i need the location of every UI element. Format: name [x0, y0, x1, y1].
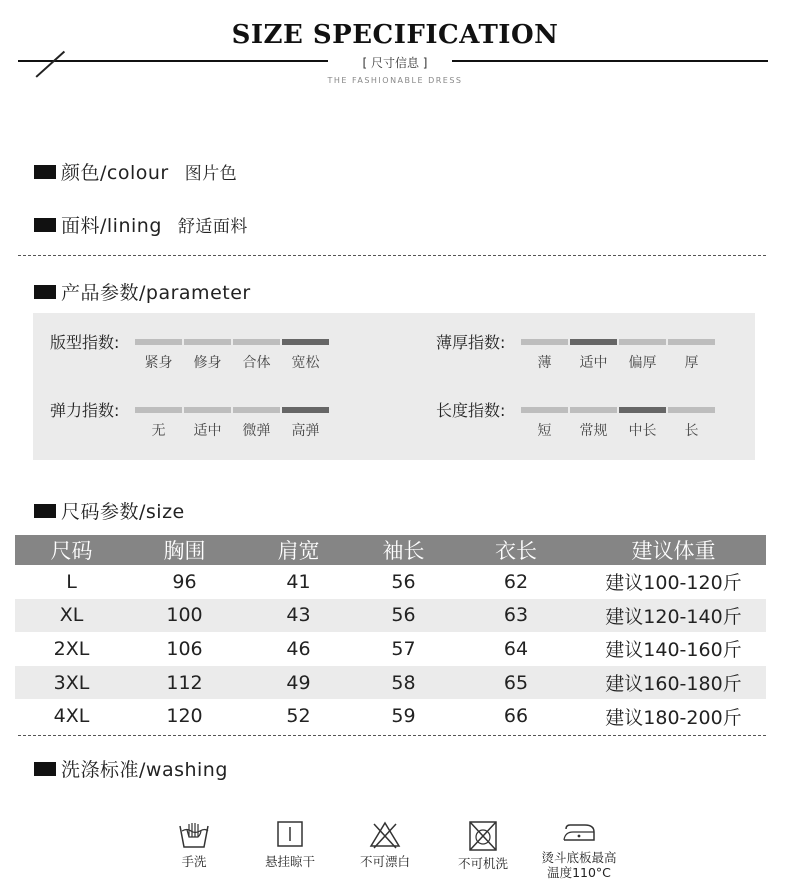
param-option: 薄 — [537, 355, 552, 371]
wash-label: 不可机洗 — [457, 856, 508, 871]
scale-segment — [282, 339, 329, 345]
table-cell: 56 — [356, 599, 451, 633]
colour-row — [34, 158, 237, 185]
param-scale — [521, 407, 715, 413]
wash-label: 不可漂白 — [359, 854, 410, 869]
section-marker-icon — [34, 218, 56, 232]
lining-label: 面料/lining — [61, 215, 162, 237]
param-option: 偏厚 — [628, 355, 657, 371]
column-header: 袖长 — [356, 535, 451, 565]
header-tagline: THE FASHIONABLE DRESS — [327, 76, 463, 85]
wash-item-iron — [537, 820, 621, 880]
table-row — [15, 699, 766, 733]
column-header: 建议体重 — [581, 535, 766, 565]
table-cell: 46 — [286, 637, 311, 660]
divider — [18, 255, 766, 256]
washing-label: 洗涤标准/washing — [61, 759, 228, 781]
scale-segment — [521, 339, 568, 345]
param-name: 版型指数: — [50, 333, 120, 352]
param-option: 长 — [684, 423, 699, 439]
scale-segment — [619, 407, 666, 413]
column-header: 衣长 — [451, 535, 581, 565]
table-row — [15, 632, 766, 666]
wash-label-line2: 温度110°C — [547, 865, 611, 880]
washing-heading — [34, 755, 228, 782]
table-cell: 建议120-140斤 — [581, 599, 766, 633]
colour-label: 颜色/colour — [61, 162, 169, 184]
table-cell: 56 — [391, 570, 416, 593]
param-scale — [135, 407, 329, 413]
wash-item-hand-wash — [154, 820, 234, 869]
size-heading — [34, 497, 185, 524]
param-option: 常规 — [579, 423, 608, 439]
param-option: 无 — [151, 423, 166, 439]
page-title: SIZE SPECIFICATION — [231, 20, 559, 50]
scale-segment — [184, 339, 231, 345]
scale-segment — [233, 407, 280, 413]
scale-segment — [570, 339, 617, 345]
table-cell: 41 — [286, 570, 311, 593]
param-option: 高弹 — [291, 423, 320, 439]
table-cell: 63 — [451, 599, 581, 633]
table-header-row — [15, 535, 766, 565]
hang-dry-icon — [273, 820, 307, 850]
table-cell: 112 — [128, 666, 241, 700]
table-cell: 66 — [503, 705, 529, 728]
table-cell: 建议100-120斤 — [605, 572, 742, 595]
param-option: 紧身 — [144, 355, 173, 371]
table-cell: 65 — [451, 666, 581, 700]
table-cell: 43 — [241, 599, 356, 633]
wash-label: 手洗 — [181, 854, 207, 869]
table-row — [15, 666, 766, 700]
param-option: 合体 — [242, 355, 271, 371]
table-cell: 4XL — [53, 705, 90, 728]
wash-item-no-bleach — [345, 820, 425, 869]
table-cell: 建议140-160斤 — [605, 639, 742, 662]
scale-segment — [233, 339, 280, 345]
lining-row — [34, 211, 248, 238]
wash-label-line1: 烫斗底板最高 — [541, 850, 617, 865]
colour-value: 图片色 — [184, 164, 238, 184]
param-option: 适中 — [579, 355, 608, 371]
wash-item-hang-dry — [250, 820, 330, 869]
table-row — [15, 599, 766, 633]
wash-label: 悬挂晾干 — [264, 854, 315, 869]
table-cell: 58 — [356, 666, 451, 700]
section-marker-icon — [34, 762, 56, 776]
table-cell: 59 — [391, 705, 416, 728]
scale-segment — [668, 339, 715, 345]
param-option: 宽松 — [291, 355, 320, 371]
table-cell: 64 — [503, 637, 529, 660]
no-bleach-icon — [368, 820, 402, 850]
parameter-label: 产品参数/parameter — [61, 282, 251, 304]
iron-icon — [561, 820, 597, 846]
column-header: 尺码 — [15, 535, 128, 565]
scale-segment — [184, 407, 231, 413]
param-name: 长度指数: — [436, 401, 506, 420]
param-name: 弹力指数: — [50, 401, 120, 420]
section-marker-icon — [34, 504, 56, 518]
header-subtitle: [ 尺寸信息 ] — [362, 56, 428, 70]
param-scale — [521, 339, 715, 345]
table-cell: 96 — [172, 570, 197, 593]
hand-wash-icon — [177, 820, 211, 850]
scale-segment — [570, 407, 617, 413]
table-cell: 62 — [503, 570, 529, 593]
divider — [18, 735, 766, 736]
no-machine-wash-icon — [466, 820, 500, 852]
table-cell: 49 — [241, 666, 356, 700]
param-option: 修身 — [193, 355, 222, 371]
column-header: 胸围 — [128, 535, 241, 565]
param-name: 薄厚指数: — [436, 333, 506, 352]
param-option: 短 — [537, 423, 552, 439]
table-cell: 106 — [166, 637, 203, 660]
param-option: 适中 — [193, 423, 222, 439]
size-table — [15, 535, 766, 733]
table-cell: 3XL — [15, 666, 128, 700]
param-option: 中长 — [628, 423, 657, 439]
scale-segment — [135, 407, 182, 413]
table-cell: 2XL — [53, 637, 90, 660]
param-scale — [135, 339, 329, 345]
scale-segment — [668, 407, 715, 413]
param-option: 厚 — [684, 355, 699, 371]
table-cell: 52 — [286, 705, 311, 728]
table-cell: XL — [15, 599, 128, 633]
table-cell: L — [66, 570, 77, 593]
scale-segment — [135, 339, 182, 345]
scale-segment — [282, 407, 329, 413]
param-option: 微弹 — [242, 423, 271, 439]
table-cell: 100 — [128, 599, 241, 633]
section-marker-icon — [34, 165, 56, 179]
table-cell: 建议180-200斤 — [605, 706, 742, 729]
size-label: 尺码参数/size — [61, 501, 185, 523]
section-marker-icon — [34, 285, 56, 299]
wash-item-no-machine-wash — [443, 820, 523, 871]
scale-segment — [521, 407, 568, 413]
table-row — [15, 565, 766, 599]
table-cell: 57 — [391, 637, 416, 660]
table-cell: 建议160-180斤 — [581, 666, 766, 700]
table-cell: 120 — [166, 705, 203, 728]
lining-value: 舒适面料 — [177, 217, 248, 237]
column-header: 肩宽 — [241, 535, 356, 565]
scale-segment — [619, 339, 666, 345]
parameter-panel — [33, 313, 755, 460]
parameter-heading — [34, 278, 251, 305]
